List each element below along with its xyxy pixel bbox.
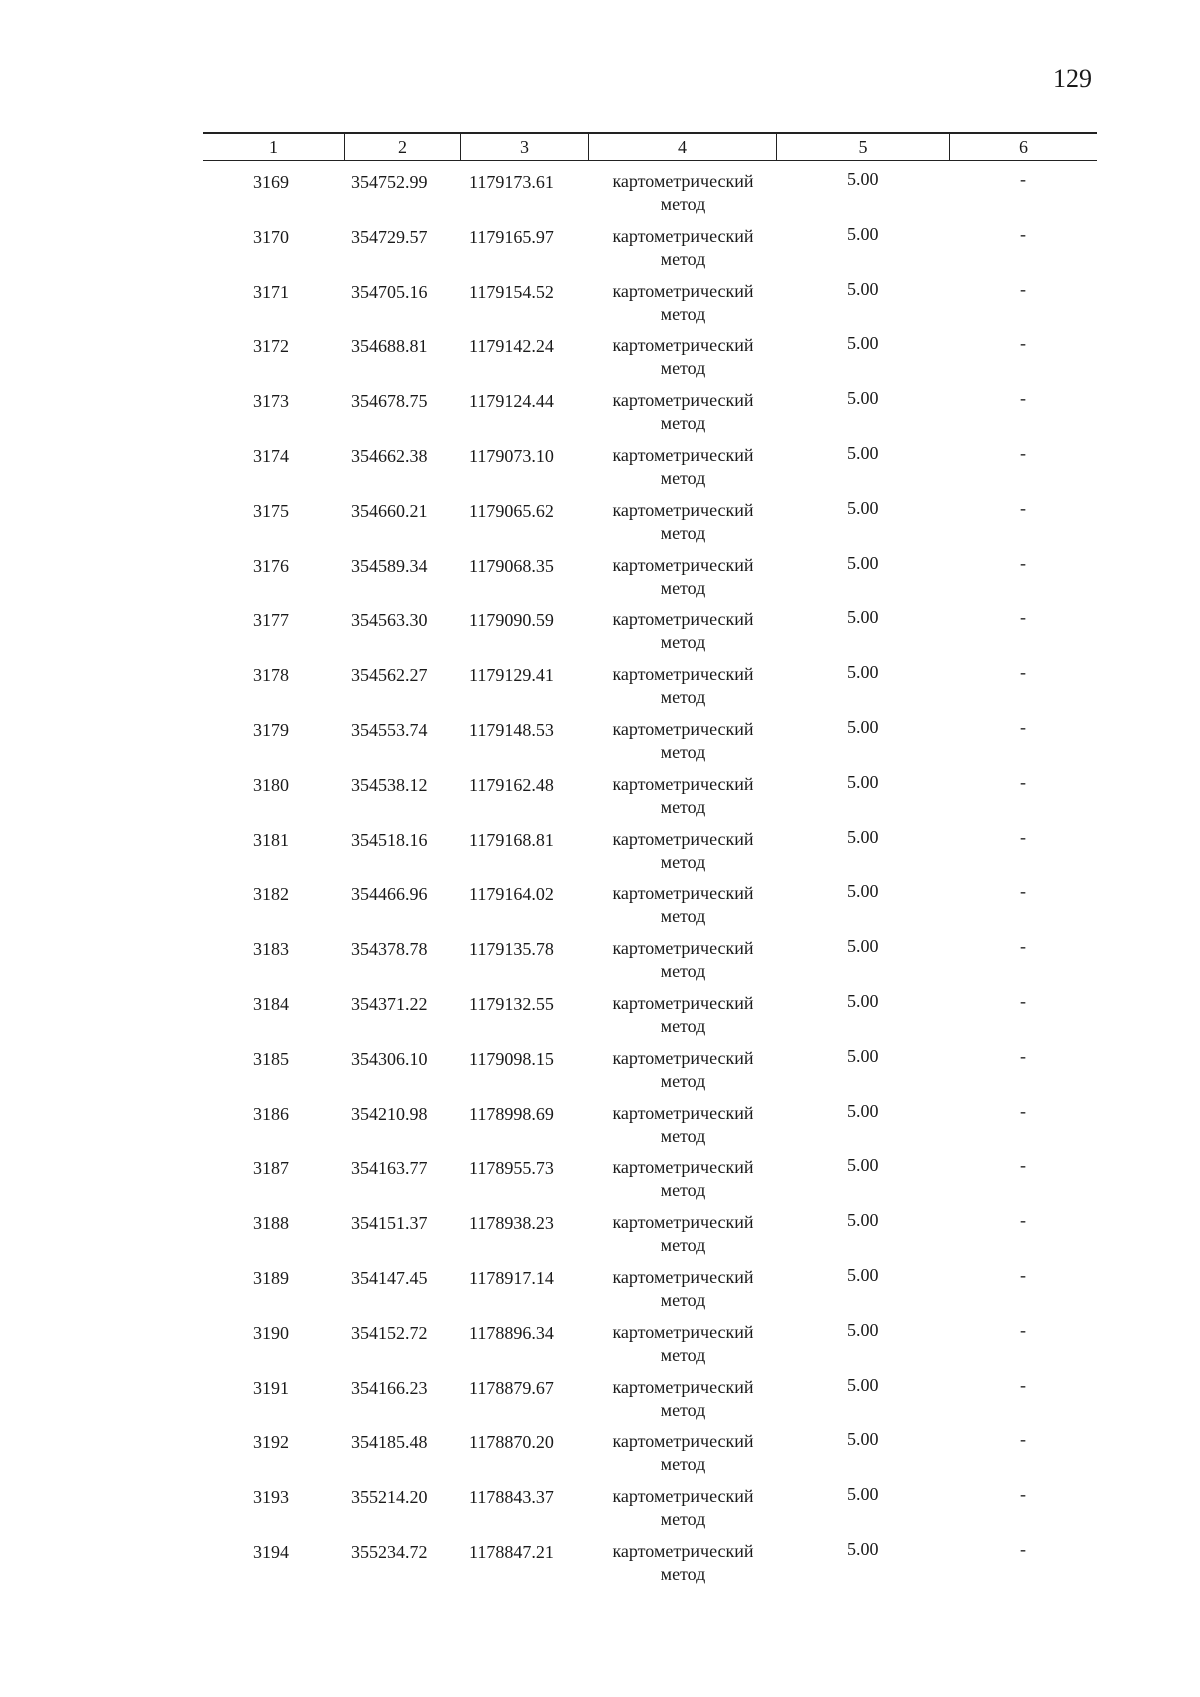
- method-line-1: картометрический: [612, 1102, 754, 1123]
- cell-point-number: 3191: [253, 1377, 289, 1398]
- cell-method: [589, 599, 777, 654]
- method-line-1: картометрический: [612, 1212, 754, 1233]
- cell-note: -: [1020, 1100, 1026, 1121]
- header-col-3: 3: [461, 134, 589, 160]
- cell-method: [589, 1421, 777, 1476]
- cell-coord-x: 355234.72: [351, 1541, 428, 1562]
- cell-accuracy: 5.00: [847, 552, 879, 573]
- method-line-2: метод: [660, 1509, 706, 1530]
- cell-coord-y: 1179162.48: [469, 774, 554, 795]
- method-line-1: картометрический: [612, 609, 754, 630]
- cell-note: -: [1020, 1429, 1026, 1450]
- cell-point-number: 3169: [253, 172, 289, 192]
- method-line-2: метод: [660, 1399, 706, 1420]
- cell-accuracy: 5.00: [847, 1210, 879, 1231]
- table-row: [203, 599, 1097, 654]
- method-line-1: картометрический: [612, 883, 754, 904]
- cell-note: -: [1020, 442, 1026, 463]
- method-line-2: метод: [660, 1344, 706, 1365]
- cell-coord-y: 1178917.14: [469, 1267, 554, 1288]
- cell-point-number: 3172: [253, 336, 289, 357]
- cell-method: [589, 1202, 777, 1257]
- method-line-2: метод: [660, 1289, 706, 1310]
- cell-note: -: [1020, 333, 1026, 354]
- method-line-1: картометрический: [612, 664, 754, 685]
- cell-note: -: [1020, 1155, 1026, 1176]
- cell-accuracy: 5.00: [847, 881, 879, 902]
- cell-note: -: [1020, 662, 1026, 683]
- cell-coord-y: 1178847.21: [469, 1541, 554, 1562]
- cell-coord-y: 1179132.55: [469, 993, 554, 1014]
- cell-method: [589, 325, 777, 380]
- cell-note: -: [1020, 607, 1026, 628]
- method-line-2: метод: [660, 1070, 706, 1091]
- cell-method: [589, 928, 777, 983]
- table-row: [203, 819, 1097, 874]
- cell-accuracy: 5.00: [847, 716, 879, 737]
- cell-method: [589, 1476, 777, 1531]
- cell-coord-x: 355214.20: [351, 1487, 428, 1508]
- method-line-1: картометрический: [612, 1540, 754, 1561]
- cell-note: -: [1020, 936, 1026, 957]
- cell-coord-x: 354306.10: [351, 1048, 428, 1069]
- cell-note: -: [1020, 1210, 1026, 1231]
- method-line-1: картометрический: [612, 1266, 754, 1287]
- cell-method: [589, 654, 777, 709]
- method-line-1: картометрический: [612, 280, 754, 301]
- cell-coord-x: 354678.75: [351, 391, 428, 412]
- cell-coord-y: 1178879.67: [469, 1377, 554, 1398]
- method-line-2: метод: [660, 522, 706, 543]
- cell-coord-y: 1179154.52: [469, 281, 554, 302]
- cell-point-number: 3190: [253, 1322, 289, 1343]
- method-line-2: метод: [660, 741, 706, 762]
- cell-point-number: 3192: [253, 1432, 289, 1453]
- method-line-2: метод: [660, 687, 706, 708]
- method-line-1: картометрический: [612, 554, 754, 575]
- method-line-1: картометрический: [612, 499, 754, 520]
- method-line-2: метод: [660, 796, 706, 817]
- cell-coord-y: 1179164.02: [469, 884, 554, 905]
- cell-method: [589, 161, 777, 216]
- cell-coord-x: 354660.21: [351, 500, 428, 521]
- cell-note: -: [1020, 881, 1026, 902]
- table-row: [203, 1093, 1097, 1148]
- cell-note: -: [1020, 223, 1026, 244]
- cell-accuracy: 5.00: [847, 826, 879, 847]
- header-col-4: 4: [589, 134, 777, 160]
- cell-accuracy: 5.00: [847, 1319, 879, 1340]
- cell-coord-x: 354729.57: [351, 226, 428, 247]
- cell-point-number: 3180: [253, 774, 289, 795]
- cell-note: -: [1020, 1045, 1026, 1066]
- cell-accuracy: 5.00: [847, 1374, 879, 1395]
- cell-accuracy: 5.00: [847, 169, 879, 189]
- cell-method: [589, 216, 777, 271]
- cell-coord-x: 354662.38: [351, 445, 428, 466]
- coordinates-table: [203, 132, 1097, 1586]
- table-row: [203, 435, 1097, 490]
- cell-accuracy: 5.00: [847, 388, 879, 409]
- method-line-1: картометрический: [612, 1047, 754, 1068]
- cell-method: [589, 435, 777, 490]
- cell-point-number: 3184: [253, 993, 289, 1014]
- cell-coord-y: 1179068.35: [469, 555, 554, 576]
- cell-coord-x: 354378.78: [351, 939, 428, 960]
- cell-method: [589, 271, 777, 326]
- cell-point-number: 3173: [253, 391, 289, 412]
- cell-method: [589, 1038, 777, 1093]
- cell-method: [589, 545, 777, 600]
- header-col-1: 1: [203, 134, 345, 160]
- cell-coord-x: 354553.74: [351, 719, 428, 740]
- cell-method: [589, 1531, 777, 1586]
- method-line-1: картометрический: [612, 1376, 754, 1397]
- cell-point-number: 3188: [253, 1213, 289, 1234]
- method-line-2: метод: [660, 632, 706, 653]
- cell-coord-y: 1179129.41: [469, 665, 554, 686]
- cell-point-number: 3175: [253, 500, 289, 521]
- cell-coord-x: 354151.37: [351, 1213, 428, 1234]
- cell-coord-y: 1179090.59: [469, 610, 554, 631]
- cell-accuracy: 5.00: [847, 1429, 879, 1450]
- table-row: [203, 1367, 1097, 1422]
- cell-method: [589, 380, 777, 435]
- cell-accuracy: 5.00: [847, 990, 879, 1011]
- header-col-2: 2: [345, 134, 461, 160]
- cell-note: -: [1020, 716, 1026, 737]
- cell-note: -: [1020, 826, 1026, 847]
- cell-coord-x: 354152.72: [351, 1322, 428, 1343]
- cell-coord-y: 1179073.10: [469, 445, 554, 466]
- cell-note: -: [1020, 552, 1026, 573]
- cell-coord-y: 1179142.24: [469, 336, 554, 357]
- cell-coord-y: 1179098.15: [469, 1048, 554, 1069]
- cell-coord-y: 1178870.20: [469, 1432, 554, 1453]
- cell-point-number: 3182: [253, 884, 289, 905]
- cell-coord-y: 1179165.97: [469, 226, 554, 247]
- cell-point-number: 3177: [253, 610, 289, 631]
- cell-coord-x: 354371.22: [351, 993, 428, 1014]
- cell-point-number: 3181: [253, 829, 289, 850]
- cell-method: [589, 764, 777, 819]
- cell-coord-x: 354163.77: [351, 1158, 428, 1179]
- table-row: [203, 928, 1097, 983]
- cell-coord-y: 1179148.53: [469, 719, 554, 740]
- cell-coord-y: 1178843.37: [469, 1487, 554, 1508]
- cell-method: [589, 1312, 777, 1367]
- method-line-1: картометрический: [612, 1321, 754, 1342]
- method-line-1: картометрический: [612, 1486, 754, 1507]
- cell-method: [589, 819, 777, 874]
- cell-point-number: 3170: [253, 226, 289, 247]
- cell-accuracy: 5.00: [847, 771, 879, 792]
- cell-coord-x: 354166.23: [351, 1377, 428, 1398]
- table-row: [203, 764, 1097, 819]
- cell-accuracy: 5.00: [847, 1484, 879, 1505]
- cell-accuracy: 5.00: [847, 442, 879, 463]
- page-number: 129: [1053, 64, 1092, 93]
- method-line-1: картометрический: [612, 1157, 754, 1178]
- cell-method: [589, 1093, 777, 1148]
- table-row: [203, 1476, 1097, 1531]
- cell-accuracy: 5.00: [847, 1045, 879, 1066]
- cell-accuracy: 5.00: [847, 662, 879, 683]
- cell-point-number: 3174: [253, 445, 289, 466]
- table-row: [203, 1312, 1097, 1367]
- table-row: [203, 873, 1097, 928]
- table-row: [203, 161, 1097, 216]
- method-line-2: метод: [660, 1015, 706, 1036]
- cell-method: [589, 873, 777, 928]
- method-line-1: картометрический: [612, 718, 754, 739]
- method-line-2: метод: [660, 194, 706, 214]
- cell-note: -: [1020, 771, 1026, 792]
- cell-coord-x: 354518.16: [351, 829, 428, 850]
- cell-point-number: 3176: [253, 555, 289, 576]
- method-line-2: метод: [660, 1235, 706, 1256]
- cell-coord-x: 354589.34: [351, 555, 428, 576]
- cell-coord-x: 354752.99: [351, 172, 428, 192]
- method-line-1: картометрический: [612, 773, 754, 794]
- cell-point-number: 3193: [253, 1487, 289, 1508]
- cell-accuracy: 5.00: [847, 1264, 879, 1285]
- method-line-2: метод: [660, 851, 706, 872]
- method-line-2: метод: [660, 1454, 706, 1475]
- cell-method: [589, 1257, 777, 1312]
- table-row: [203, 545, 1097, 600]
- cell-note: -: [1020, 990, 1026, 1011]
- method-line-2: метод: [660, 248, 706, 269]
- cell-point-number: 3187: [253, 1158, 289, 1179]
- cell-coord-x: 354466.96: [351, 884, 428, 905]
- table-row: [203, 1531, 1097, 1586]
- cell-accuracy: 5.00: [847, 278, 879, 299]
- table-row: [203, 709, 1097, 764]
- cell-coord-y: 1178998.69: [469, 1103, 554, 1124]
- table-row: [203, 216, 1097, 271]
- method-line-1: картометрический: [612, 828, 754, 849]
- method-line-2: метод: [660, 303, 706, 324]
- cell-coord-y: 1178955.73: [469, 1158, 554, 1179]
- table-row: [203, 1147, 1097, 1202]
- cell-accuracy: 5.00: [847, 497, 879, 518]
- cell-accuracy: 5.00: [847, 607, 879, 628]
- method-line-1: картометрический: [612, 225, 754, 246]
- table-row: [203, 490, 1097, 545]
- cell-coord-y: 1178938.23: [469, 1213, 554, 1234]
- cell-coord-x: 354705.16: [351, 281, 428, 302]
- method-line-1: картометрический: [612, 171, 754, 191]
- cell-point-number: 3179: [253, 719, 289, 740]
- method-line-1: картометрический: [612, 1431, 754, 1452]
- cell-coord-y: 1179168.81: [469, 829, 554, 850]
- cell-point-number: 3183: [253, 939, 289, 960]
- cell-coord-y: 1179124.44: [469, 391, 554, 412]
- cell-coord-y: 1178896.34: [469, 1322, 554, 1343]
- cell-note: -: [1020, 1264, 1026, 1285]
- method-line-1: картометрический: [612, 992, 754, 1013]
- cell-point-number: 3189: [253, 1267, 289, 1288]
- table-row: [203, 1421, 1097, 1476]
- cell-coord-y: 1179173.61: [469, 172, 554, 192]
- table-row: [203, 1257, 1097, 1312]
- cell-point-number: 3178: [253, 665, 289, 686]
- method-line-2: метод: [660, 1125, 706, 1146]
- method-line-1: картометрический: [612, 444, 754, 465]
- cell-coord-x: 354562.27: [351, 665, 428, 686]
- header-col-6: 6: [1019, 137, 1028, 157]
- cell-note: -: [1020, 1374, 1026, 1395]
- cell-coord-x: 354688.81: [351, 336, 428, 357]
- method-line-2: метод: [660, 961, 706, 982]
- table-body: [203, 161, 1097, 1586]
- method-line-1: картометрический: [612, 938, 754, 959]
- cell-note: -: [1020, 1484, 1026, 1505]
- method-line-2: метод: [660, 358, 706, 379]
- method-line-2: метод: [660, 413, 706, 434]
- cell-note: -: [1020, 497, 1026, 518]
- method-line-2: метод: [660, 906, 706, 927]
- cell-accuracy: 5.00: [847, 1538, 879, 1559]
- cell-accuracy: 5.00: [847, 936, 879, 957]
- method-line-1: картометрический: [612, 390, 754, 411]
- method-line-2: метод: [660, 1180, 706, 1201]
- cell-coord-x: 354147.45: [351, 1267, 428, 1288]
- cell-coord-x: 354563.30: [351, 610, 428, 631]
- cell-method: [589, 490, 777, 545]
- cell-point-number: 3194: [253, 1541, 289, 1562]
- cell-note: -: [1020, 278, 1026, 299]
- method-line-2: метод: [660, 467, 706, 488]
- table-row: [203, 1038, 1097, 1093]
- cell-point-number: 3186: [253, 1103, 289, 1124]
- cell-method: [589, 983, 777, 1038]
- table-row: [203, 380, 1097, 435]
- cell-note: -: [1020, 388, 1026, 409]
- table-header: [203, 132, 1097, 161]
- cell-point-number: 3185: [253, 1048, 289, 1069]
- cell-method: [589, 709, 777, 764]
- cell-note: -: [1020, 1538, 1026, 1559]
- cell-point-number: 3171: [253, 281, 289, 302]
- cell-coord-x: 354185.48: [351, 1432, 428, 1453]
- cell-accuracy: 5.00: [847, 333, 879, 354]
- cell-accuracy: 5.00: [847, 223, 879, 244]
- cell-note: -: [1020, 1319, 1026, 1340]
- method-line-1: картометрический: [612, 335, 754, 356]
- table-row: [203, 983, 1097, 1038]
- table-row: [203, 271, 1097, 326]
- cell-coord-x: 354210.98: [351, 1103, 428, 1124]
- method-line-2: метод: [660, 1563, 706, 1584]
- cell-note: -: [1020, 169, 1026, 189]
- cell-coord-y: 1179135.78: [469, 939, 554, 960]
- method-line-2: метод: [660, 577, 706, 598]
- table-row: [203, 654, 1097, 709]
- cell-coord-x: 354538.12: [351, 774, 428, 795]
- table-row: [203, 325, 1097, 380]
- cell-accuracy: 5.00: [847, 1100, 879, 1121]
- cell-method: [589, 1147, 777, 1202]
- cell-accuracy: 5.00: [847, 1155, 879, 1176]
- cell-coord-y: 1179065.62: [469, 500, 554, 521]
- table-row: [203, 1202, 1097, 1257]
- cell-method: [589, 1367, 777, 1422]
- header-col-5: 5: [777, 134, 950, 160]
